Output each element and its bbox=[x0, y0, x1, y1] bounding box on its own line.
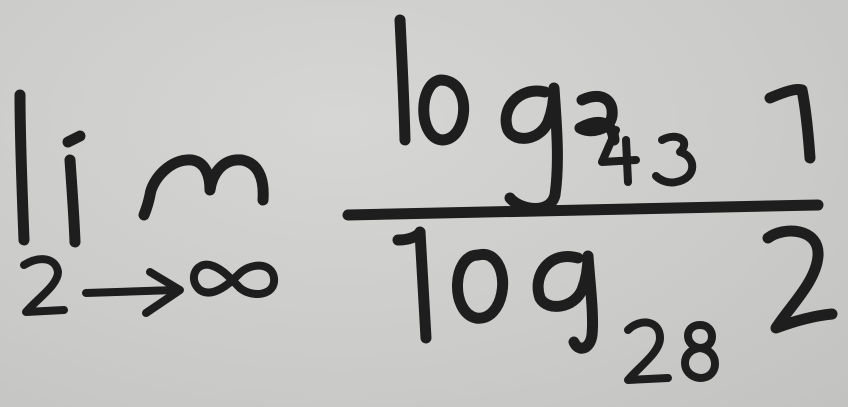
fraction-bar bbox=[348, 205, 818, 215]
denominator-glyphs bbox=[398, 231, 832, 380]
limit-subscript bbox=[24, 259, 274, 313]
numerator-glyphs bbox=[400, 20, 810, 209]
lim-glyphs bbox=[20, 95, 263, 242]
